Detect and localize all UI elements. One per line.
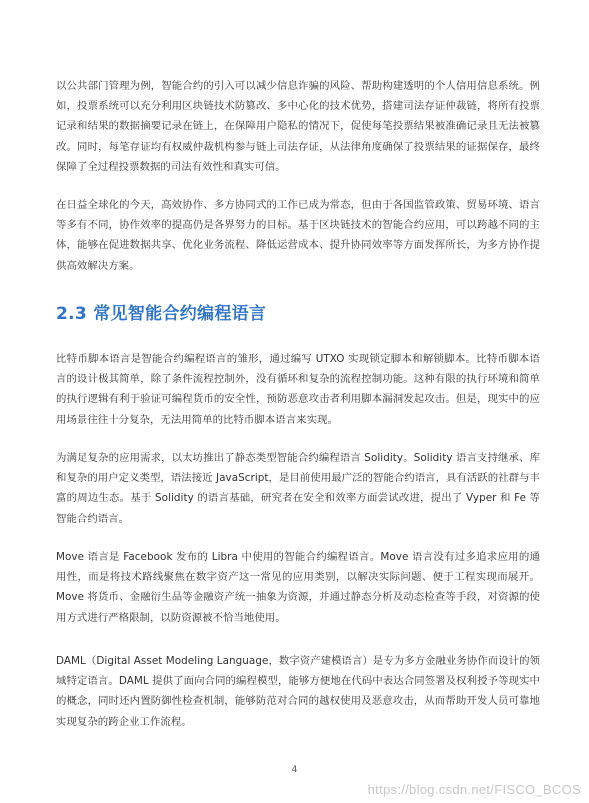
paragraph-public-sector: 以公共部门管理为例，智能合约的引入可以减少信息诈骗的风险、帮助构建透明的个人信用信息系统。例如，投票系统可以充分利用区块链技术防篡改、多中心化的技术优势，搭建司法存证仲裁链，将所有投票记录和结果的数据摘要记录在链上，在保障用户隐私的情况下，促使每笔投票结果被准确记录且无法被篡改。同时，每笔存证均有权威仲裁机构参与链上司法存证，从法律角度确保了投票结果的证据保存，最终保障了全过程投票数据的司法有效性和真实可信。 bbox=[56, 80, 540, 173]
watermark-url: https://blog.csdn.net/FISCO_BCOS bbox=[367, 782, 581, 797]
paragraph-move: Move 语言是 Facebook 发布的 Libra 中使用的智能合约编程语言。Move 语言没有过多追求应用的通用性，而是将技术路线聚焦在数字资产这一常见的应用类别，以解决实际问题、便于工程实现而展开。Move 将货币、金融衍生品等金融资产统一抽象为资源，并通过静态分析及动态检查等手段，对资源的使用方式进行严格限制，以防资源被不恰当地使用。 bbox=[56, 551, 540, 624]
paragraph-daml: DAML（Digital Asset Modeling Language，数字资产建模语言）是专为多方金融业务协作而设计的领域特定语言。DAML 提供了面向合同的编程模型，能够方便地在代码中表达合同签署及权利授予等现实中的概念，同时还内置防御性检查机制，能够防范对合同的越权使用及恶意攻击，从而帮助开发人员可靠地实现复杂的跨企业工作流程。 bbox=[56, 655, 540, 728]
paragraph-global-collaboration: 在日益全球化的今天，高效协作、多方协同式的工作已成为常态，但由于各国监管政策、贸易环境、语言等多有不同，协作效率的提高仍是各界努力的目标。基于区块链技术的智能合约应用，可以跨越不同的主体，能够在促进数据共享、优化业务流程、降低运营成本、提升协同效率等方面发挥所长，为多方协作提供高效解决方案。 bbox=[56, 199, 540, 272]
paragraph-bitcoin-script: 比特币脚本语言是智能合约编程语言的雏形，通过编写 UTXO 实现锁定脚本和解锁脚本。比特币脚本语言的设计极其简单，除了条件流程控制外，没有循环和复杂的流程控制功能。这种有限的执行环境和简单的执行逻辑有利于验证可编程货币的安全性，预防恶意攻击者利用脚本漏洞发起攻击。但是，现实中的应用场景往往十分复杂，无法用简单的比特币脚本语言来实现。 bbox=[56, 353, 540, 426]
section-title: 2.3 常见智能合约编程语言 bbox=[56, 304, 267, 324]
page-number: 4 bbox=[291, 765, 298, 775]
paragraph-solidity: 为满足复杂的应用需求，以太坊推出了静态类型智能合约编程语言 Solidity。Solidity 语言支持继承、库和复杂的用户定义类型，语法接近 JavaScript，是目前使用最广泛的智能合约语言，具有活跃的社群与丰富的周边生态。基于 Solidity 的语言基础，研究者在安全和效率方面尝试改进，提出了 Vyper 和 Fe 等智能合约语言。 bbox=[56, 452, 540, 525]
